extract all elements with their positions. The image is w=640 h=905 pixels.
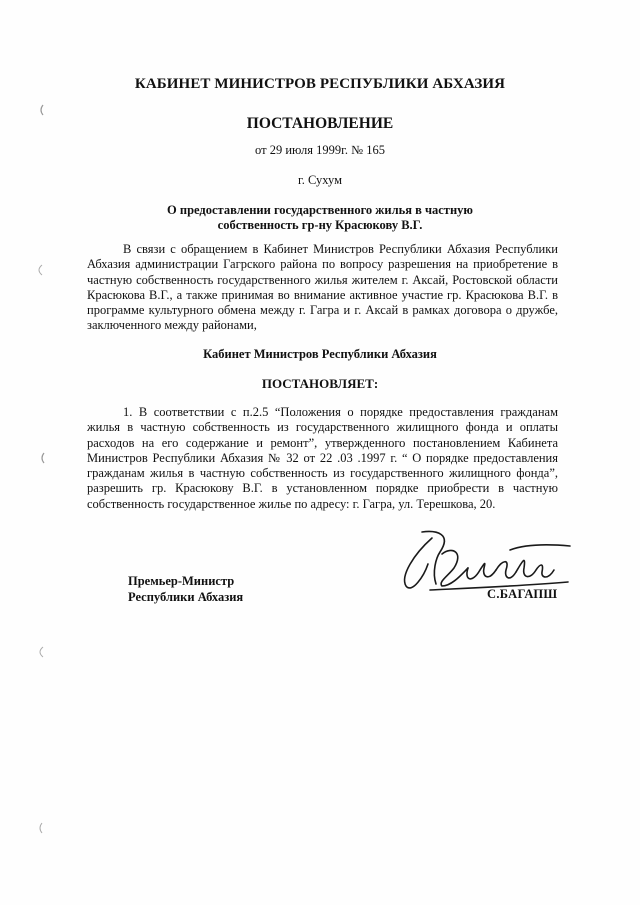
binder-hole-mark <box>36 646 46 658</box>
cabinet-heading: Кабинет Министров Республики Абхазия <box>203 347 437 361</box>
binder-hole-mark <box>35 264 45 276</box>
document-type-title: ПОСТАНОВЛЕНИЕ <box>246 115 394 132</box>
position-line: Премьер-Министр <box>128 574 235 588</box>
signatory-name: С.БАГАПШ <box>487 587 558 601</box>
document-city: г. Сухум <box>297 173 342 187</box>
clause-1-paragraph: 1. В соответствии с п.2.5 “Положения о порядке предоставления гражданам жилья в частную собственность из государственного жилищного фонда и оплаты расходов на его содержание и ремонт”, утвержденного постановлением Кабинета Министров Республики Абхазия № 32 от 22 .03 .1997 г. “ О порядке предоставления гражданам жилья в частную собственность из государственного жилищного фонда”, разрешить гр. Красюкову В.Г. в установленном порядке приобрести в частную собственность государственное жилье по адресу: г. Гагра, ул. Терешкова, 20. <box>87 405 558 511</box>
binder-hole-mark <box>38 452 48 464</box>
preamble-paragraph: В связи с обращением в Кабинет Министров Республики Абхазия Республики Абхазия администрации Гагрского района по вопросу разрешения на приобретение в частную собственность государственного жилья жителем г. Аксай, Ростовской области Красюкова В.Г., а также принимая во внимание активное участие гр. Красюкова В.Г. в программе культурного обмена между г. Гагра и г. Аксай в рамках договора о дружбе, заключенного между районами, <box>87 242 558 333</box>
subject-line: собственность гр-ну Красюкову В.Г. <box>217 218 423 232</box>
resolves-heading: ПОСТАНОВЛЯЕТ: <box>261 376 379 391</box>
issuer-title: КАБИНЕТ МИНИСТРОВ РЕСПУБЛИКИ АБХАЗИЯ <box>134 76 506 92</box>
subject-line: О предоставлении государственного жилья в частную <box>167 203 473 217</box>
position-line: Республики Абхазия <box>128 590 244 604</box>
binder-hole-mark <box>36 822 46 834</box>
signatory-position <box>128 573 243 605</box>
document-subject <box>0 203 640 233</box>
document-date-number: от 29 июля 1999г. № 165 <box>255 143 385 157</box>
